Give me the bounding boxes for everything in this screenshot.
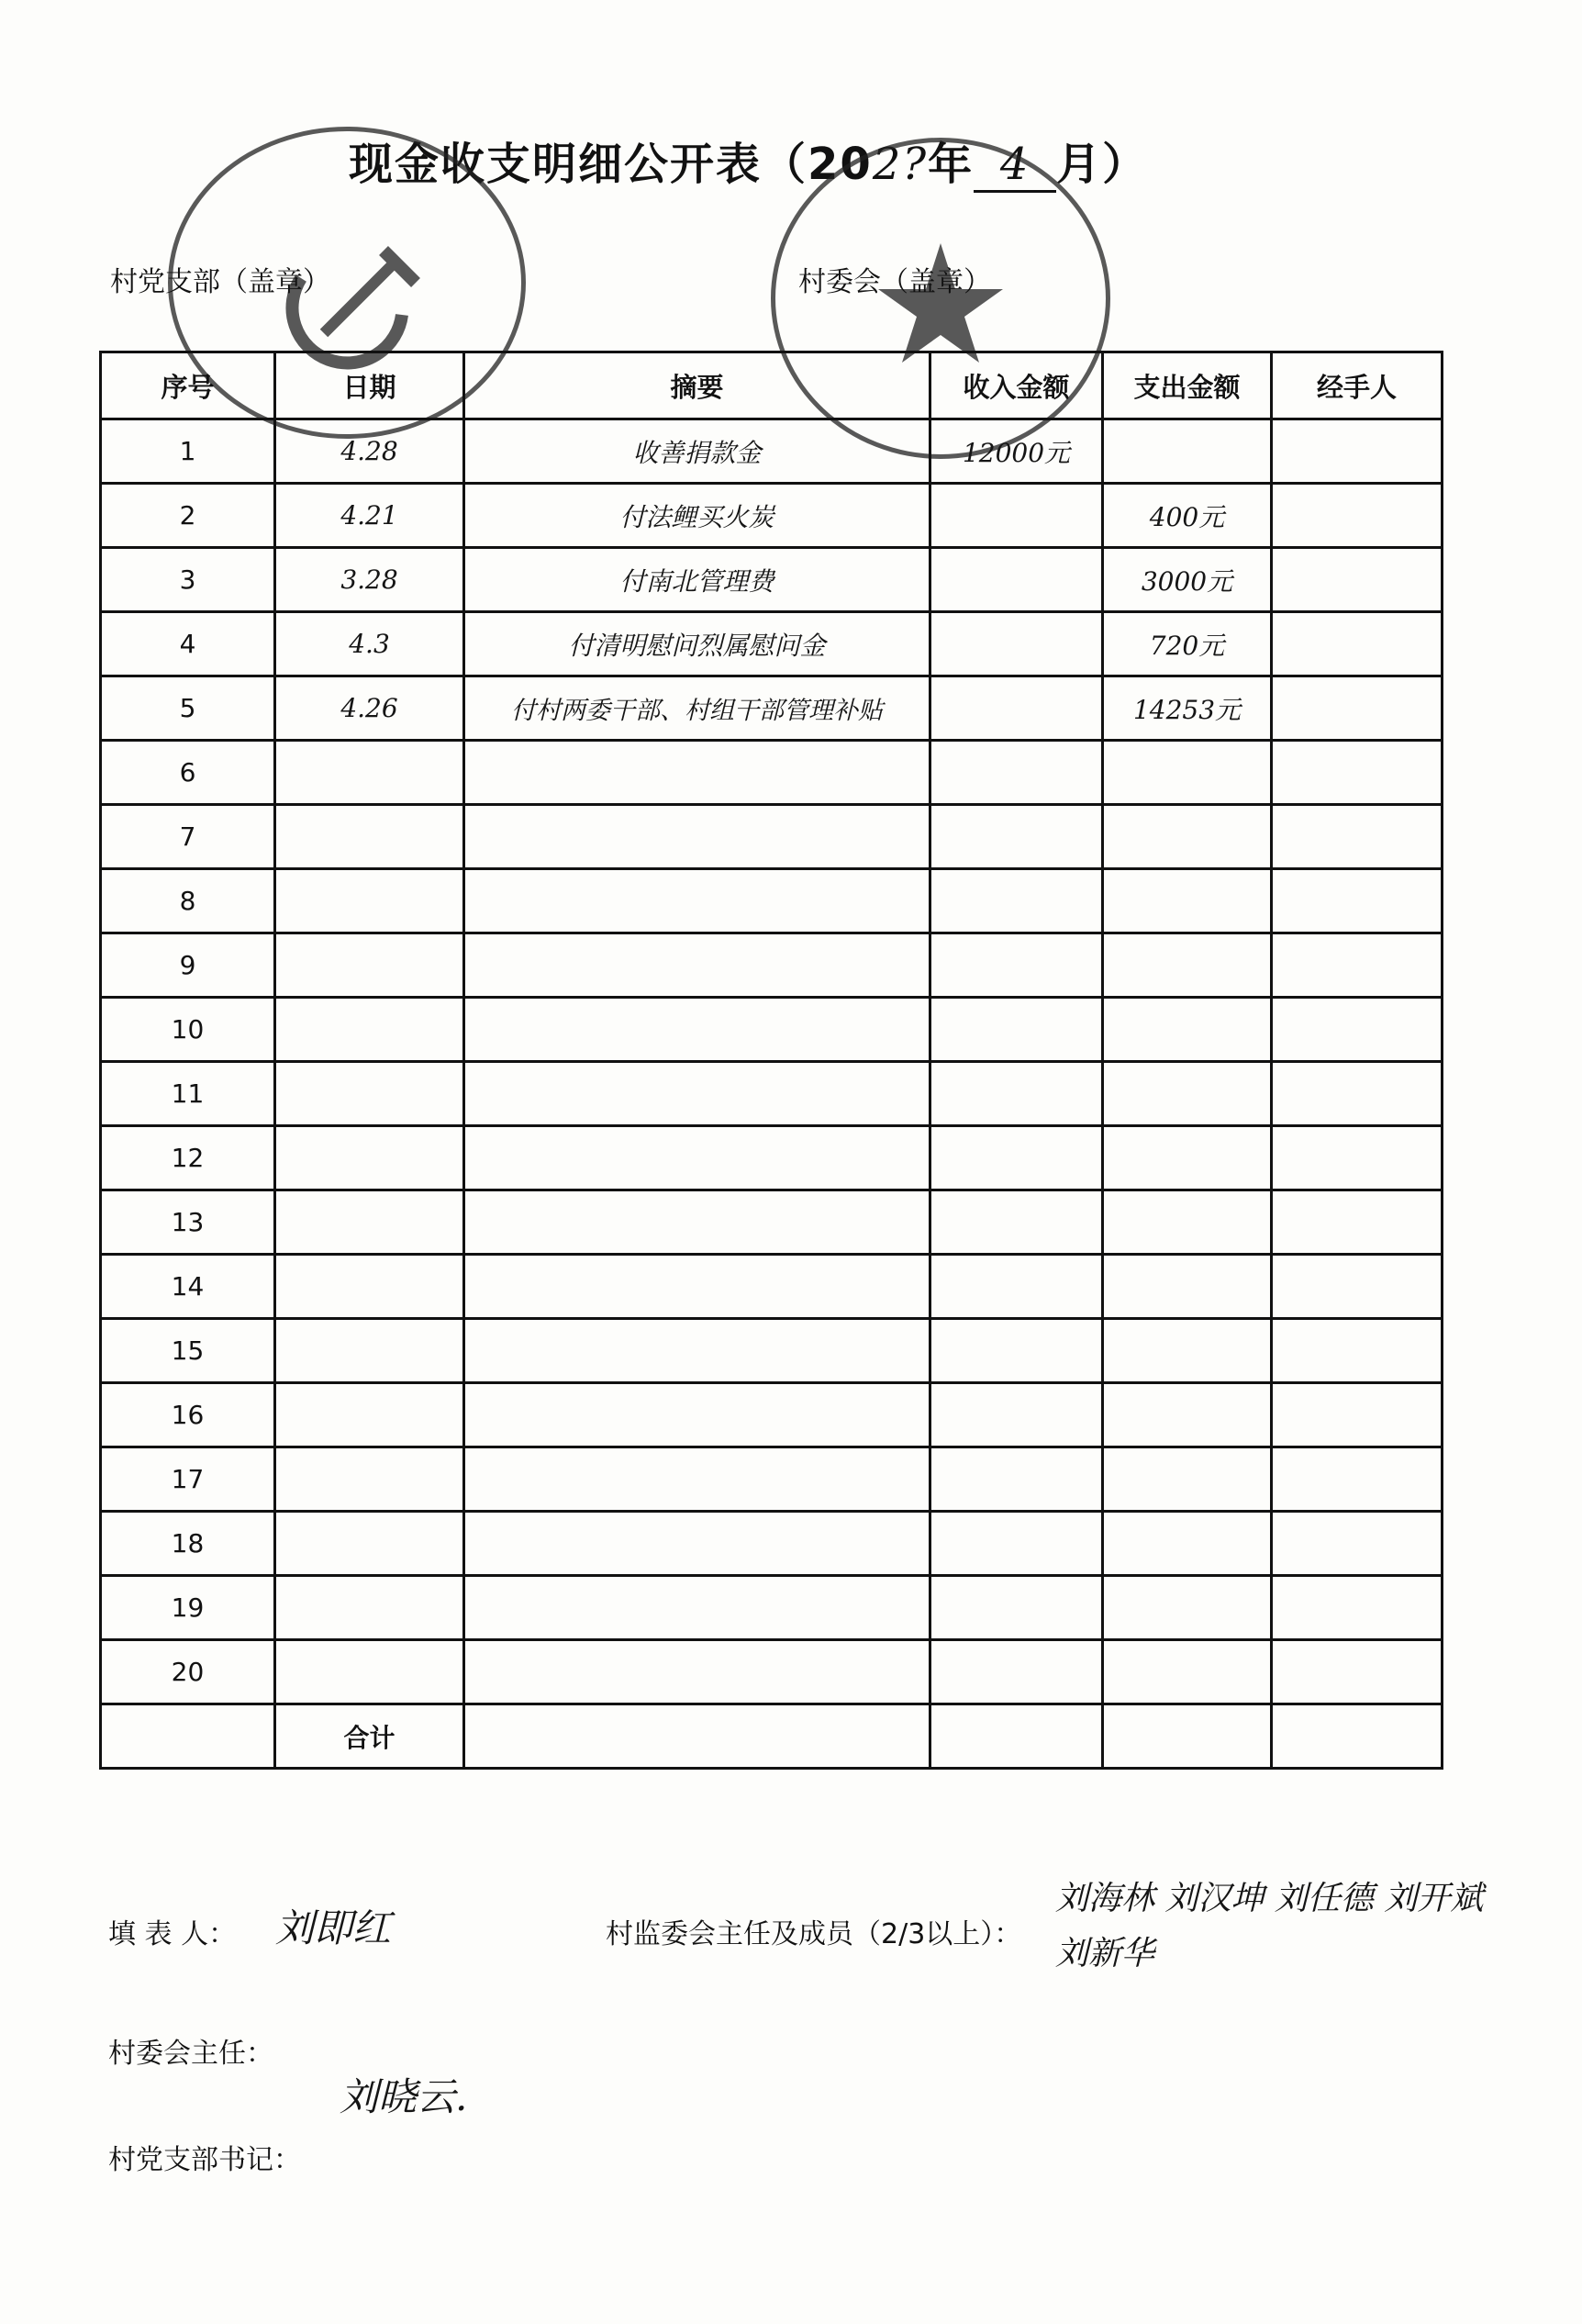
cell-summary xyxy=(464,741,930,805)
cell-handler xyxy=(1272,1383,1443,1447)
table-row xyxy=(101,1512,1443,1576)
cell-expense xyxy=(1103,869,1272,933)
cell-income xyxy=(930,1383,1103,1447)
table-row xyxy=(101,484,1443,548)
cell-expense xyxy=(1103,1190,1272,1255)
col-header-handler: 经手人 xyxy=(1272,352,1443,419)
cell-date xyxy=(275,1319,464,1383)
cell-date xyxy=(275,1126,464,1190)
title-month-suffix: 月） xyxy=(1056,139,1149,190)
cell-no: 6 xyxy=(101,741,275,805)
cell-expense xyxy=(1103,805,1272,869)
table-row xyxy=(101,1190,1443,1255)
cell-handler xyxy=(1272,1190,1443,1255)
cell-income xyxy=(930,805,1103,869)
cell-handler xyxy=(1272,869,1443,933)
cell-handler xyxy=(1272,1126,1443,1190)
cell-no: 2 xyxy=(101,484,275,548)
cell-date xyxy=(275,998,464,1062)
cell-income xyxy=(930,1512,1103,1576)
total-row xyxy=(101,1704,1443,1769)
cell-handler xyxy=(1272,998,1443,1062)
cell-expense xyxy=(1103,933,1272,998)
cell-summary: 付村两委干部、村组干部管理补贴 xyxy=(464,676,930,741)
cell-date xyxy=(275,1190,464,1255)
col-header-income: 收入金额 xyxy=(930,352,1103,419)
party-branch-stamp-label: 村党支部（盖章） xyxy=(110,266,330,298)
cell-summary xyxy=(464,1319,930,1383)
committee-stamp-label: 村委会（盖章） xyxy=(798,266,991,298)
table-row xyxy=(101,548,1443,612)
cell-expense xyxy=(1103,1576,1272,1640)
cell-expense xyxy=(1103,1062,1272,1126)
cell-handler xyxy=(1272,612,1443,676)
supervisory-signatures-line2: 刘新华 xyxy=(1055,1935,1155,1972)
cell-expense xyxy=(1103,741,1272,805)
cell-date xyxy=(275,1062,464,1126)
cell-summary xyxy=(464,933,930,998)
table-row xyxy=(101,1255,1443,1319)
table-header-row xyxy=(101,352,1443,419)
cell-summary xyxy=(464,1576,930,1640)
table-row xyxy=(101,998,1443,1062)
committee-director-label: 村委会主任： xyxy=(108,2038,273,2070)
cell-expense: 14253元 xyxy=(1103,676,1272,741)
cell-date xyxy=(275,741,464,805)
table-row xyxy=(101,869,1443,933)
cell-summary xyxy=(464,1383,930,1447)
cell-no: 19 xyxy=(101,1576,275,1640)
cell-no: 11 xyxy=(101,1062,275,1126)
table-row xyxy=(101,1062,1443,1126)
cell-expense: 400元 xyxy=(1103,484,1272,548)
cell-date xyxy=(275,805,464,869)
cell-expense xyxy=(1103,998,1272,1062)
total-expense-cell xyxy=(1103,1704,1272,1769)
cell-handler xyxy=(1272,1640,1443,1704)
supervisory-signatures-line1: 刘海林 刘汉坤 刘任德 刘开斌 xyxy=(1055,1880,1484,1917)
table-row xyxy=(101,1576,1443,1640)
cell-expense xyxy=(1103,1640,1272,1704)
col-header-date: 日期 xyxy=(275,352,464,419)
cell-income xyxy=(930,676,1103,741)
cell-handler xyxy=(1272,1576,1443,1640)
cell-expense xyxy=(1103,1319,1272,1383)
ledger-table xyxy=(99,351,1443,1770)
cell-expense: 3000元 xyxy=(1103,548,1272,612)
cell-no: 20 xyxy=(101,1640,275,1704)
cell-income xyxy=(930,1062,1103,1126)
filler-label: 填 表 人： xyxy=(108,1918,237,1950)
cell-summary: 收善捐款金 xyxy=(464,419,930,484)
title-year-suffix: 年 xyxy=(928,139,975,190)
cell-no: 9 xyxy=(101,933,275,998)
cell-income xyxy=(930,869,1103,933)
col-header-expense: 支出金额 xyxy=(1103,352,1272,419)
cell-date xyxy=(275,1255,464,1319)
cell-date xyxy=(275,1640,464,1704)
total-handler-cell xyxy=(1272,1704,1443,1769)
cell-no: 17 xyxy=(101,1447,275,1512)
cell-income xyxy=(930,741,1103,805)
col-header-summary: 摘要 xyxy=(464,352,930,419)
cell-summary xyxy=(464,1255,930,1319)
table-row xyxy=(101,741,1443,805)
cell-expense: 720元 xyxy=(1103,612,1272,676)
cell-no: 13 xyxy=(101,1190,275,1255)
cell-date: 4.28 xyxy=(275,419,464,484)
cell-handler xyxy=(1272,1255,1443,1319)
cell-date xyxy=(275,933,464,998)
cell-handler xyxy=(1272,1319,1443,1383)
cell-date: 4.26 xyxy=(275,676,464,741)
cell-income xyxy=(930,484,1103,548)
total-income-cell xyxy=(930,1704,1103,1769)
cell-summary: 付南北管理费 xyxy=(464,548,930,612)
table-row xyxy=(101,1383,1443,1447)
cell-handler xyxy=(1272,1512,1443,1576)
cell-summary xyxy=(464,1640,930,1704)
cell-date: 4.3 xyxy=(275,612,464,676)
cell-handler xyxy=(1272,548,1443,612)
cell-summary: 付清明慰问烈属慰问金 xyxy=(464,612,930,676)
cell-no: 15 xyxy=(101,1319,275,1383)
table-row xyxy=(101,933,1443,998)
cell-no: 4 xyxy=(101,612,275,676)
cell-no: 7 xyxy=(101,805,275,869)
cell-date: 4.21 xyxy=(275,484,464,548)
cell-expense xyxy=(1103,1512,1272,1576)
cell-expense xyxy=(1103,419,1272,484)
cell-income xyxy=(930,998,1103,1062)
cell-income xyxy=(930,548,1103,612)
cell-income xyxy=(930,612,1103,676)
col-header-no: 序号 xyxy=(101,352,275,419)
table-row xyxy=(101,1640,1443,1704)
cell-no: 5 xyxy=(101,676,275,741)
party-secretary-label: 村党支部书记： xyxy=(108,2144,301,2176)
cell-income xyxy=(930,1576,1103,1640)
cell-no: 8 xyxy=(101,869,275,933)
cell-expense xyxy=(1103,1126,1272,1190)
table-row xyxy=(101,1126,1443,1190)
cell-date xyxy=(275,1512,464,1576)
cell-date: 3.28 xyxy=(275,548,464,612)
table-row xyxy=(101,805,1443,869)
cell-summary xyxy=(464,869,930,933)
cell-income xyxy=(930,1447,1103,1512)
cell-income xyxy=(930,1126,1103,1190)
cell-income xyxy=(930,933,1103,998)
cell-expense xyxy=(1103,1255,1272,1319)
title-year-handwritten: 2? xyxy=(872,139,929,190)
cell-handler xyxy=(1272,1447,1443,1512)
cell-income xyxy=(930,1640,1103,1704)
cell-handler xyxy=(1272,1062,1443,1126)
cell-handler xyxy=(1272,676,1443,741)
cell-no: 12 xyxy=(101,1126,275,1190)
cell-date xyxy=(275,1383,464,1447)
ledger-body xyxy=(101,419,1443,1704)
cell-no: 1 xyxy=(101,419,275,484)
cell-summary xyxy=(464,1126,930,1190)
committee-director-signature: 刘晓云. xyxy=(340,2074,468,2119)
cell-summary xyxy=(464,1190,930,1255)
table-row xyxy=(101,676,1443,741)
filler-signature: 刘即红 xyxy=(275,1905,392,1950)
cell-expense xyxy=(1103,1383,1272,1447)
cell-handler xyxy=(1272,933,1443,998)
cell-no: 3 xyxy=(101,548,275,612)
total-summary-cell xyxy=(464,1704,930,1769)
cell-summary xyxy=(464,1447,930,1512)
cell-date xyxy=(275,1447,464,1512)
cell-summary: 付法鲤买火炭 xyxy=(464,484,930,548)
table-row xyxy=(101,419,1443,484)
total-no-cell xyxy=(101,1704,275,1769)
cell-no: 14 xyxy=(101,1255,275,1319)
cell-handler xyxy=(1272,805,1443,869)
cell-handler xyxy=(1272,741,1443,805)
cell-summary xyxy=(464,805,930,869)
cell-income xyxy=(930,1190,1103,1255)
table-row xyxy=(101,1447,1443,1512)
cell-no: 16 xyxy=(101,1383,275,1447)
cell-date xyxy=(275,869,464,933)
total-label: 合计 xyxy=(275,1704,464,1769)
cell-handler xyxy=(1272,484,1443,548)
cell-date xyxy=(275,1576,464,1640)
table-row xyxy=(101,1319,1443,1383)
cell-income xyxy=(930,1319,1103,1383)
cell-summary xyxy=(464,998,930,1062)
cell-expense xyxy=(1103,1447,1272,1512)
cell-summary xyxy=(464,1512,930,1576)
title-month-field: 4 xyxy=(974,139,1056,193)
cell-summary xyxy=(464,1062,930,1126)
cell-no: 18 xyxy=(101,1512,275,1576)
cell-income: 12000元 xyxy=(930,419,1103,484)
supervisory-label: 村监委会主任及成员（2/3以上）： xyxy=(606,1918,1022,1950)
table-row xyxy=(101,612,1443,676)
cell-income xyxy=(930,1255,1103,1319)
title-main: 现金收支明细公开表（20 xyxy=(349,139,873,190)
cell-no: 10 xyxy=(101,998,275,1062)
cell-handler xyxy=(1272,419,1443,484)
